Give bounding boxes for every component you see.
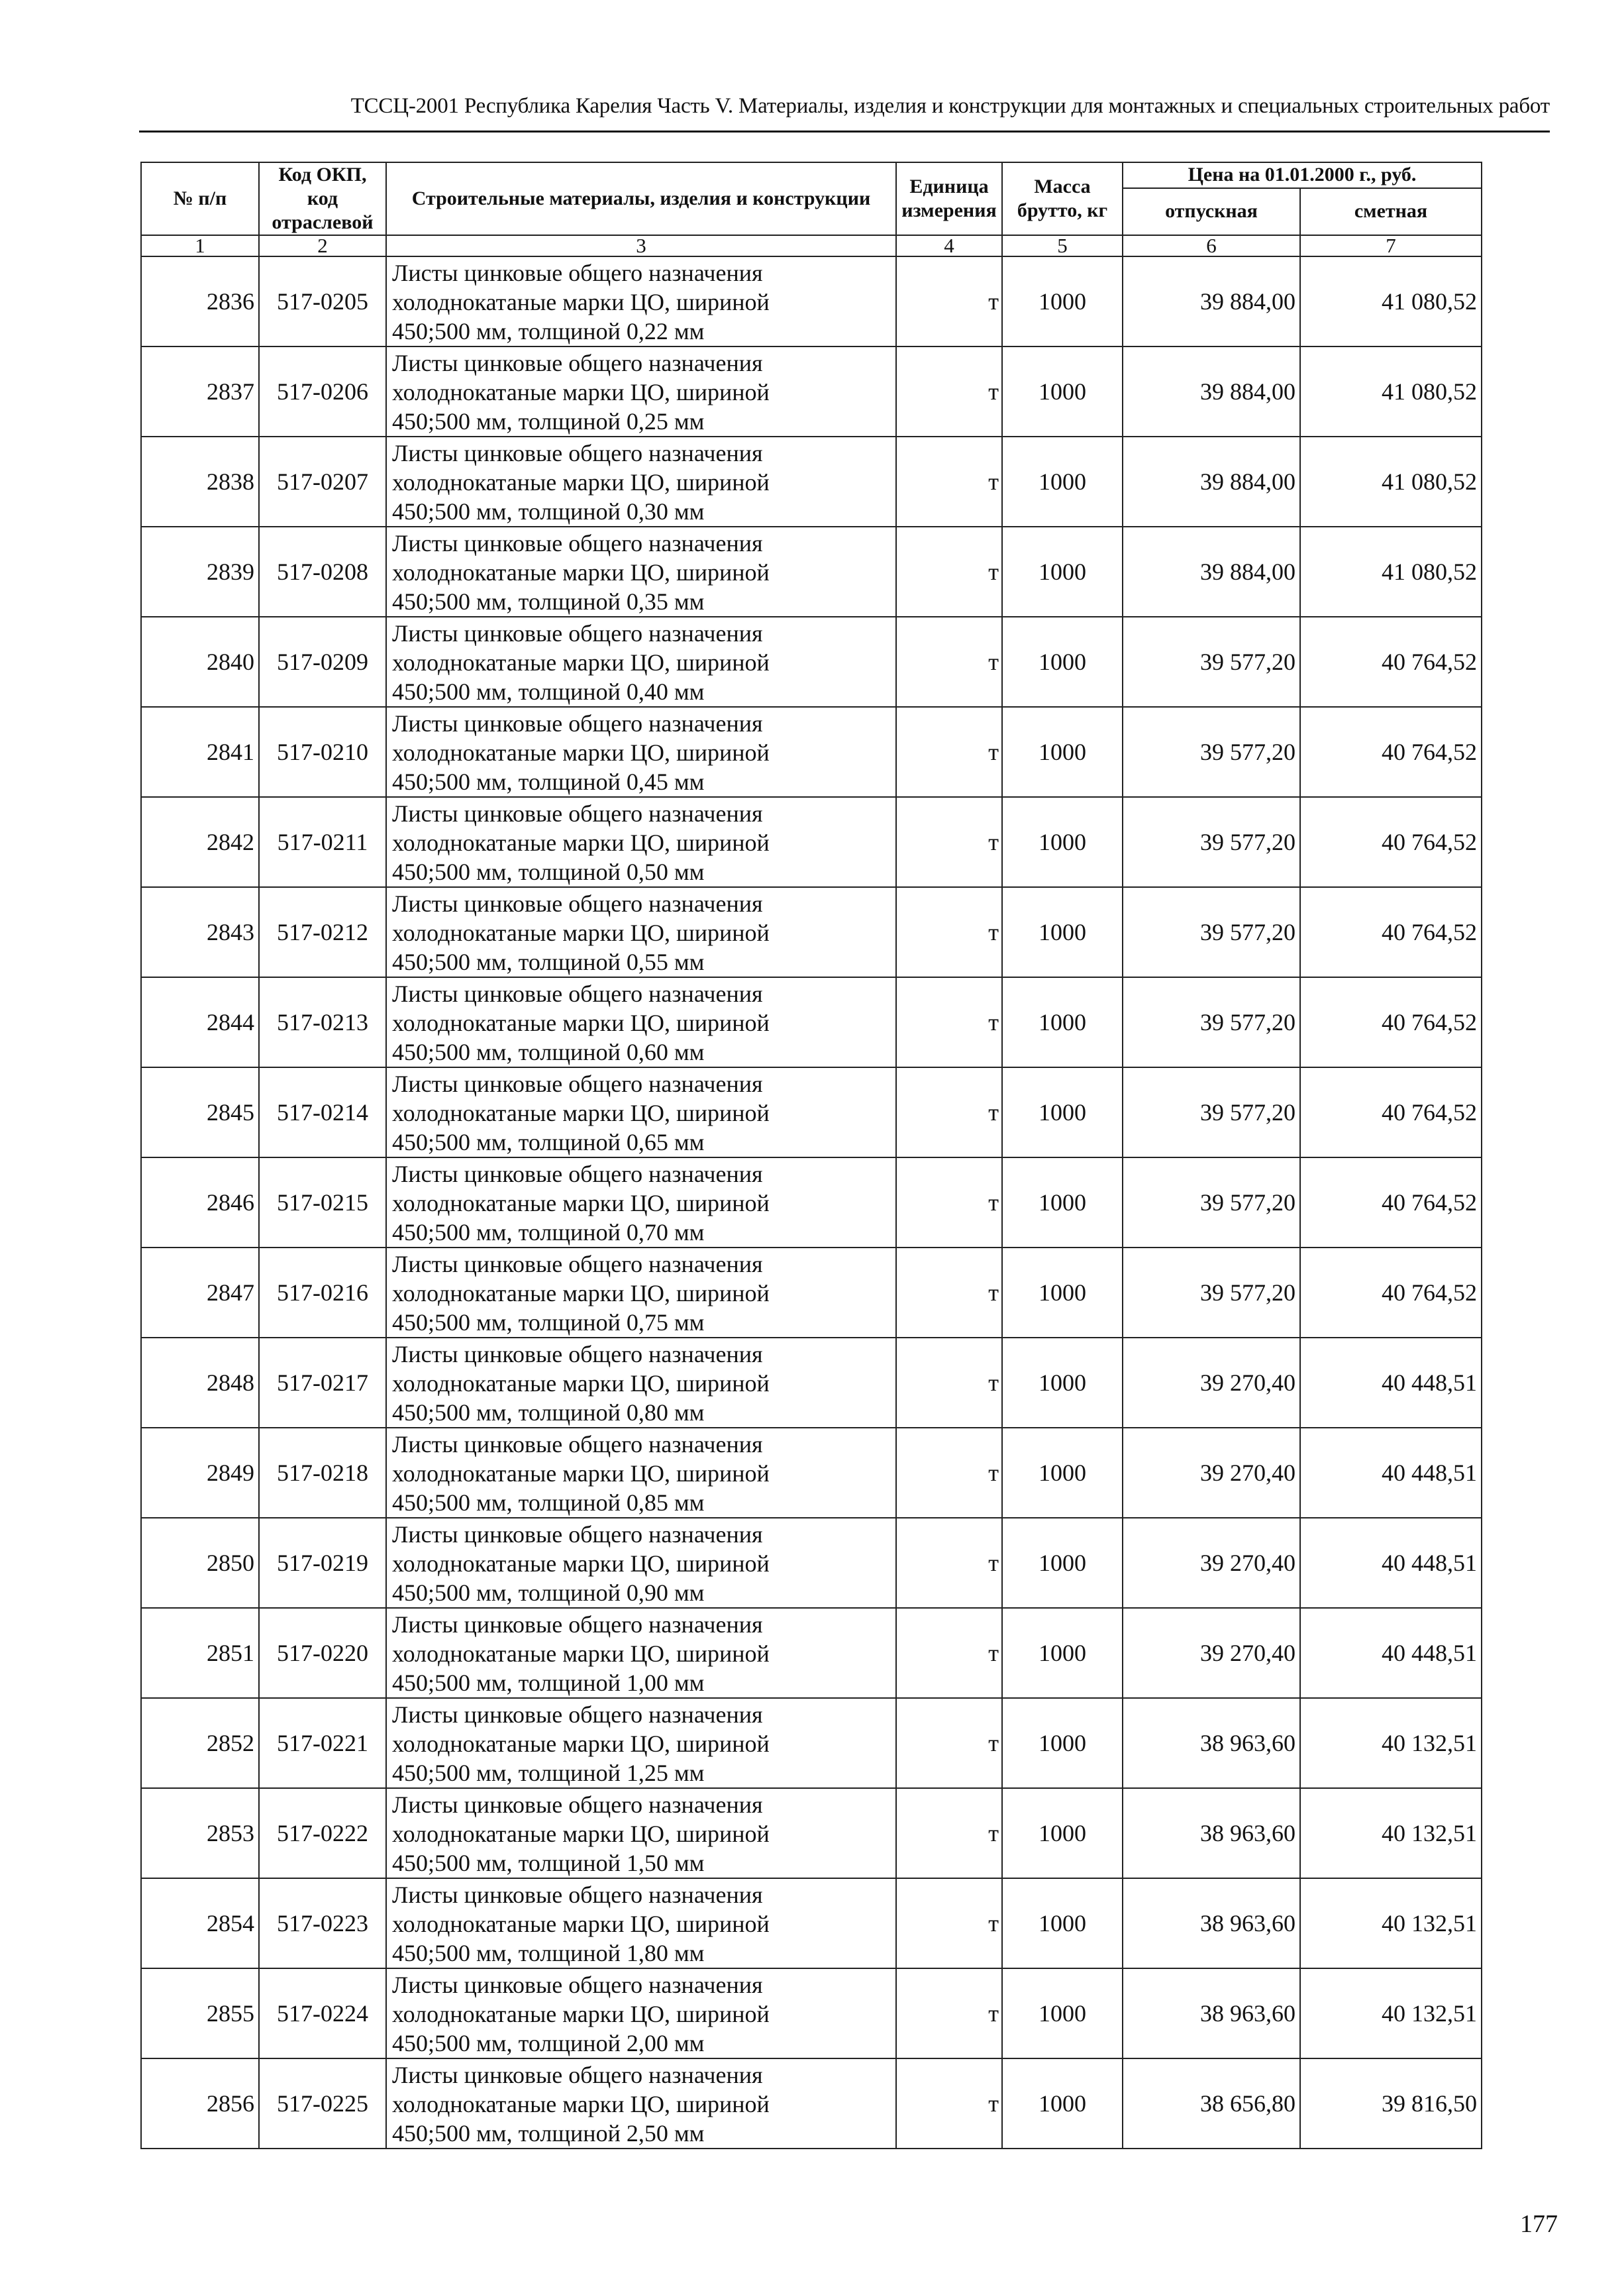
- price-estimate-cell: 41 080,52: [1300, 527, 1482, 617]
- description-line: 450;500 мм, толщиной 1,80 мм: [392, 1940, 705, 1966]
- unit-cell: т: [896, 1968, 1002, 2058]
- column-number: 5: [1002, 235, 1123, 256]
- material-description: [386, 1067, 896, 1157]
- description-line: 450;500 мм, толщиной 1,00 мм: [392, 1670, 705, 1696]
- price-release-cell: 39 577,20: [1123, 1248, 1300, 1338]
- okp-code: 517-0216: [259, 1248, 386, 1338]
- header-code: Код ОКП, код отраслевой: [259, 162, 386, 235]
- description-line: холоднокатаные марки ЦО, шириной: [392, 1460, 770, 1487]
- row-number: 2855: [141, 1968, 259, 2058]
- table-row: [141, 707, 1482, 797]
- table-row: [141, 797, 1482, 887]
- description-line: Листы цинковые общего назначения: [392, 981, 763, 1007]
- mass-cell: 1000: [1002, 527, 1123, 617]
- price-estimate-cell: 40 132,51: [1300, 1878, 1482, 1968]
- table-row: [141, 1698, 1482, 1788]
- column-number: 1: [141, 235, 259, 256]
- material-description: [386, 346, 896, 437]
- material-description: [386, 617, 896, 707]
- okp-code: 517-0211: [259, 797, 386, 887]
- description-line: Листы цинковые общего назначения: [392, 620, 763, 647]
- mass-cell: 1000: [1002, 1338, 1123, 1428]
- description-line: Листы цинковые общего назначения: [392, 1611, 763, 1638]
- description-line: холоднокатаные марки ЦО, шириной: [392, 1370, 770, 1397]
- price-release-cell: 39 577,20: [1123, 1067, 1300, 1157]
- okp-code: 517-0207: [259, 437, 386, 527]
- price-estimate-cell: 40 132,51: [1300, 1788, 1482, 1878]
- table-row: [141, 1338, 1482, 1428]
- material-description: [386, 1698, 896, 1788]
- table-row: [141, 2058, 1482, 2149]
- row-number: 2836: [141, 256, 259, 346]
- table-row: [141, 1878, 1482, 1968]
- price-estimate-cell: 40 448,51: [1300, 1338, 1482, 1428]
- material-description: [386, 1428, 896, 1518]
- okp-code: 517-0213: [259, 977, 386, 1067]
- okp-code: 517-0212: [259, 887, 386, 977]
- okp-code: 517-0225: [259, 2058, 386, 2149]
- price-release-cell: 39 577,20: [1123, 887, 1300, 977]
- description-line: 450;500 мм, толщиной 0,60 мм: [392, 1039, 705, 1065]
- description-line: холоднокатаные марки ЦО, шириной: [392, 2001, 770, 2027]
- table-row: [141, 977, 1482, 1067]
- description-line: Листы цинковые общего назначения: [392, 800, 763, 827]
- price-estimate-cell: 40 764,52: [1300, 707, 1482, 797]
- okp-code: 517-0210: [259, 707, 386, 797]
- description-line: Листы цинковые общего назначения: [392, 1972, 763, 1998]
- description-line: холоднокатаные марки ЦО, шириной: [392, 1010, 770, 1036]
- description-line: 450;500 мм, толщиной 0,35 мм: [392, 588, 705, 615]
- okp-code: 517-0214: [259, 1067, 386, 1157]
- price-estimate-cell: 39 816,50: [1300, 2058, 1482, 2149]
- mass-cell: 1000: [1002, 437, 1123, 527]
- row-number: 2850: [141, 1518, 259, 1608]
- row-number: 2847: [141, 1248, 259, 1338]
- unit-cell: т: [896, 437, 1002, 527]
- description-line: 450;500 мм, толщиной 0,25 мм: [392, 408, 705, 435]
- mass-cell: 1000: [1002, 1698, 1123, 1788]
- column-number: 2: [259, 235, 386, 256]
- unit-cell: т: [896, 1608, 1002, 1698]
- mass-cell: 1000: [1002, 346, 1123, 437]
- material-description: [386, 2058, 896, 2149]
- description-line: 450;500 мм, толщиной 0,85 мм: [392, 1489, 705, 1516]
- unit-cell: т: [896, 1248, 1002, 1338]
- description-line: 450;500 мм, толщиной 0,22 мм: [392, 318, 705, 345]
- unit-cell: т: [896, 977, 1002, 1067]
- description-line: 450;500 мм, толщиной 2,00 мм: [392, 2030, 705, 2056]
- description-line: 450;500 мм, толщиной 0,80 мм: [392, 1399, 705, 1426]
- description-line: холоднокатаные марки ЦО, шириной: [392, 2091, 770, 2117]
- okp-code: 517-0215: [259, 1157, 386, 1248]
- material-description: [386, 1248, 896, 1338]
- mass-cell: 1000: [1002, 977, 1123, 1067]
- description-line: Листы цинковые общего назначения: [392, 890, 763, 917]
- mass-cell: 1000: [1002, 1608, 1123, 1698]
- okp-code: 517-0218: [259, 1428, 386, 1518]
- table-row: [141, 617, 1482, 707]
- unit-cell: т: [896, 1698, 1002, 1788]
- price-release-cell: 39 270,40: [1123, 1608, 1300, 1698]
- table-row: [141, 346, 1482, 437]
- description-line: холоднокатаные марки ЦО, шириной: [392, 920, 770, 946]
- table-row: [141, 887, 1482, 977]
- description-line: 450;500 мм, толщиной 0,70 мм: [392, 1219, 705, 1246]
- unit-cell: т: [896, 346, 1002, 437]
- price-estimate-cell: 40 764,52: [1300, 1157, 1482, 1248]
- row-number: 2841: [141, 707, 259, 797]
- mass-cell: 1000: [1002, 2058, 1123, 2149]
- description-line: Листы цинковые общего назначения: [392, 710, 763, 737]
- okp-code: 517-0217: [259, 1338, 386, 1428]
- price-release-cell: 39 884,00: [1123, 527, 1300, 617]
- price-release-cell: 39 577,20: [1123, 707, 1300, 797]
- material-description: [386, 1968, 896, 2058]
- unit-cell: т: [896, 707, 1002, 797]
- row-number: 2851: [141, 1608, 259, 1698]
- header-name: Строительные материалы, изделия и конструкции: [386, 162, 896, 235]
- mass-cell: 1000: [1002, 1157, 1123, 1248]
- row-number: 2844: [141, 977, 259, 1067]
- row-number: 2849: [141, 1428, 259, 1518]
- table-row: [141, 1428, 1482, 1518]
- unit-cell: т: [896, 256, 1002, 346]
- mass-cell: 1000: [1002, 707, 1123, 797]
- description-line: холоднокатаные марки ЦО, шириной: [392, 1821, 770, 1847]
- row-number: 2839: [141, 527, 259, 617]
- price-release-cell: 39 577,20: [1123, 617, 1300, 707]
- description-line: Листы цинковые общего назначения: [392, 1791, 763, 1818]
- material-description: [386, 527, 896, 617]
- description-line: 450;500 мм, толщиной 0,55 мм: [392, 949, 705, 975]
- price-release-cell: 39 270,40: [1123, 1338, 1300, 1428]
- mass-cell: 1000: [1002, 1428, 1123, 1518]
- header-unit: Единица измерения: [896, 162, 1002, 235]
- row-number: 2845: [141, 1067, 259, 1157]
- header-price-group: Цена на 01.01.2000 г., руб.: [1123, 162, 1482, 188]
- table-row: [141, 1067, 1482, 1157]
- row-number: 2842: [141, 797, 259, 887]
- unit-cell: т: [896, 1788, 1002, 1878]
- material-description: [386, 1878, 896, 1968]
- material-description: [386, 707, 896, 797]
- okp-code: 517-0205: [259, 256, 386, 346]
- description-line: холоднокатаные марки ЦО, шириной: [392, 1280, 770, 1306]
- unit-cell: т: [896, 1338, 1002, 1428]
- table-row: [141, 1788, 1482, 1878]
- table-row: [141, 1968, 1482, 2058]
- description-line: 450;500 мм, толщиной 1,25 мм: [392, 1760, 705, 1786]
- price-release-cell: 39 884,00: [1123, 437, 1300, 527]
- description-line: Листы цинковые общего назначения: [392, 440, 763, 466]
- unit-cell: т: [896, 2058, 1002, 2149]
- material-description: [386, 977, 896, 1067]
- price-release-cell: 38 963,60: [1123, 1698, 1300, 1788]
- row-number: 2856: [141, 2058, 259, 2149]
- description-line: 450;500 мм, толщиной 0,45 мм: [392, 769, 705, 795]
- table-row: [141, 1157, 1482, 1248]
- mass-cell: 1000: [1002, 1248, 1123, 1338]
- description-line: 450;500 мм, толщиной 0,50 мм: [392, 859, 705, 885]
- price-release-cell: 39 884,00: [1123, 346, 1300, 437]
- description-line: 450;500 мм, толщиной 0,40 мм: [392, 678, 705, 705]
- description-line: холоднокатаные марки ЦО, шириной: [392, 1100, 770, 1126]
- okp-code: 517-0209: [259, 617, 386, 707]
- price-release-cell: 39 577,20: [1123, 797, 1300, 887]
- price-estimate-cell: 40 764,52: [1300, 887, 1482, 977]
- price-estimate-cell: 40 448,51: [1300, 1428, 1482, 1518]
- material-description: [386, 1157, 896, 1248]
- description-line: Листы цинковые общего назначения: [392, 1431, 763, 1458]
- description-line: холоднокатаные марки ЦО, шириной: [392, 1190, 770, 1216]
- table-row: [141, 1608, 1482, 1698]
- column-numbers-row: [141, 235, 1482, 256]
- price-estimate-cell: 41 080,52: [1300, 346, 1482, 437]
- okp-code: 517-0219: [259, 1518, 386, 1608]
- mass-cell: 1000: [1002, 617, 1123, 707]
- unit-cell: т: [896, 1067, 1002, 1157]
- row-number: 2853: [141, 1788, 259, 1878]
- description-line: 450;500 мм, толщиной 2,50 мм: [392, 2120, 705, 2147]
- description-line: Листы цинковые общего назначения: [392, 2062, 763, 2088]
- price-estimate-cell: 40 764,52: [1300, 797, 1482, 887]
- header-mass: Масса брутто, кг: [1002, 162, 1123, 235]
- description-line: 450;500 мм, толщиной 0,65 мм: [392, 1129, 705, 1155]
- row-number: 2848: [141, 1338, 259, 1428]
- table-row: [141, 1248, 1482, 1338]
- description-line: Листы цинковые общего назначения: [392, 260, 763, 286]
- description-line: холоднокатаные марки ЦО, шириной: [392, 1730, 770, 1757]
- unit-cell: т: [896, 617, 1002, 707]
- material-description: [386, 1608, 896, 1698]
- price-release-cell: 38 963,60: [1123, 1788, 1300, 1878]
- price-estimate-cell: 40 132,51: [1300, 1968, 1482, 2058]
- material-description: [386, 1338, 896, 1428]
- description-line: Листы цинковые общего назначения: [392, 350, 763, 376]
- table-row: [141, 256, 1482, 346]
- unit-cell: т: [896, 887, 1002, 977]
- row-number: 2843: [141, 887, 259, 977]
- description-line: 450;500 мм, толщиной 0,30 мм: [392, 498, 705, 525]
- column-number: 6: [1123, 235, 1300, 256]
- material-description: [386, 1518, 896, 1608]
- header-price-estimate: сметная: [1300, 188, 1482, 235]
- mass-cell: 1000: [1002, 1878, 1123, 1968]
- running-header: ТССЦ-2001 Республика Карелия Часть V. Материалы, изделия и конструкции для монтажных и специальных строительных работ: [350, 94, 1550, 118]
- unit-cell: т: [896, 1518, 1002, 1608]
- material-description: [386, 256, 896, 346]
- price-release-cell: 38 656,80: [1123, 2058, 1300, 2149]
- price-estimate-cell: 40 764,52: [1300, 1248, 1482, 1338]
- material-description: [386, 1788, 896, 1878]
- mass-cell: 1000: [1002, 1518, 1123, 1608]
- description-line: холоднокатаные марки ЦО, шириной: [392, 379, 770, 405]
- material-description: [386, 437, 896, 527]
- description-line: холоднокатаные марки ЦО, шириной: [392, 469, 770, 496]
- description-line: 450;500 мм, толщиной 1,50 мм: [392, 1850, 705, 1876]
- table-row: [141, 1518, 1482, 1608]
- price-table: [140, 162, 1482, 2149]
- description-line: 450;500 мм, толщиной 0,90 мм: [392, 1579, 705, 1606]
- row-number: 2840: [141, 617, 259, 707]
- column-number: 3: [386, 235, 896, 256]
- mass-cell: 1000: [1002, 1788, 1123, 1878]
- price-estimate-cell: 40 764,52: [1300, 977, 1482, 1067]
- column-number: 7: [1300, 235, 1482, 256]
- description-line: Листы цинковые общего назначения: [392, 530, 763, 557]
- description-line: Листы цинковые общего назначения: [392, 1341, 763, 1367]
- okp-code: 517-0221: [259, 1698, 386, 1788]
- price-release-cell: 39 270,40: [1123, 1428, 1300, 1518]
- description-line: 450;500 мм, толщиной 0,75 мм: [392, 1309, 705, 1336]
- unit-cell: т: [896, 1428, 1002, 1518]
- okp-code: 517-0206: [259, 346, 386, 437]
- price-estimate-cell: 41 080,52: [1300, 256, 1482, 346]
- header-rule: [139, 131, 1550, 133]
- price-release-cell: 38 963,60: [1123, 1878, 1300, 1968]
- row-number: 2846: [141, 1157, 259, 1248]
- material-description: [386, 797, 896, 887]
- unit-cell: т: [896, 527, 1002, 617]
- okp-code: 517-0223: [259, 1878, 386, 1968]
- price-estimate-cell: 40 448,51: [1300, 1608, 1482, 1698]
- price-release-cell: 38 963,60: [1123, 1968, 1300, 2058]
- price-estimate-cell: 40 764,52: [1300, 1067, 1482, 1157]
- description-line: Листы цинковые общего назначения: [392, 1701, 763, 1728]
- price-estimate-cell: 40 132,51: [1300, 1698, 1482, 1788]
- okp-code: 517-0220: [259, 1608, 386, 1698]
- description-line: Листы цинковые общего назначения: [392, 1882, 763, 1908]
- description-line: Листы цинковые общего назначения: [392, 1161, 763, 1187]
- row-number: 2837: [141, 346, 259, 437]
- description-line: Листы цинковые общего назначения: [392, 1251, 763, 1277]
- mass-cell: 1000: [1002, 797, 1123, 887]
- description-line: холоднокатаные марки ЦО, шириной: [392, 739, 770, 766]
- okp-code: 517-0208: [259, 527, 386, 617]
- mass-cell: 1000: [1002, 1968, 1123, 2058]
- material-description: [386, 887, 896, 977]
- description-line: Листы цинковые общего назначения: [392, 1521, 763, 1548]
- unit-cell: т: [896, 797, 1002, 887]
- description-line: Листы цинковые общего назначения: [392, 1071, 763, 1097]
- column-number: 4: [896, 235, 1002, 256]
- price-release-cell: 39 884,00: [1123, 256, 1300, 346]
- okp-code: 517-0224: [259, 1968, 386, 2058]
- price-estimate-cell: 40 764,52: [1300, 617, 1482, 707]
- price-release-cell: 39 577,20: [1123, 1157, 1300, 1248]
- price-estimate-cell: 40 448,51: [1300, 1518, 1482, 1608]
- price-release-cell: 39 270,40: [1123, 1518, 1300, 1608]
- mass-cell: 1000: [1002, 1067, 1123, 1157]
- description-line: холоднокатаные марки ЦО, шириной: [392, 1911, 770, 1937]
- description-line: холоднокатаные марки ЦО, шириной: [392, 559, 770, 586]
- mass-cell: 1000: [1002, 887, 1123, 977]
- description-line: холоднокатаные марки ЦО, шириной: [392, 1640, 770, 1667]
- table-row: [141, 527, 1482, 617]
- table-row: [141, 437, 1482, 527]
- price-release-cell: 39 577,20: [1123, 977, 1300, 1067]
- header-price-release: отпускная: [1123, 188, 1300, 235]
- header-num: № п/п: [141, 162, 259, 235]
- mass-cell: 1000: [1002, 256, 1123, 346]
- row-number: 2852: [141, 1698, 259, 1788]
- row-number: 2838: [141, 437, 259, 527]
- row-number: 2854: [141, 1878, 259, 1968]
- unit-cell: т: [896, 1878, 1002, 1968]
- okp-code: 517-0222: [259, 1788, 386, 1878]
- description-line: холоднокатаные марки ЦО, шириной: [392, 829, 770, 856]
- unit-cell: т: [896, 1157, 1002, 1248]
- price-estimate-cell: 41 080,52: [1300, 437, 1482, 527]
- page-number: 177: [1520, 2210, 1558, 2238]
- description-line: холоднокатаные марки ЦО, шириной: [392, 1550, 770, 1577]
- description-line: холоднокатаные марки ЦО, шириной: [392, 289, 770, 315]
- description-line: холоднокатаные марки ЦО, шириной: [392, 649, 770, 676]
